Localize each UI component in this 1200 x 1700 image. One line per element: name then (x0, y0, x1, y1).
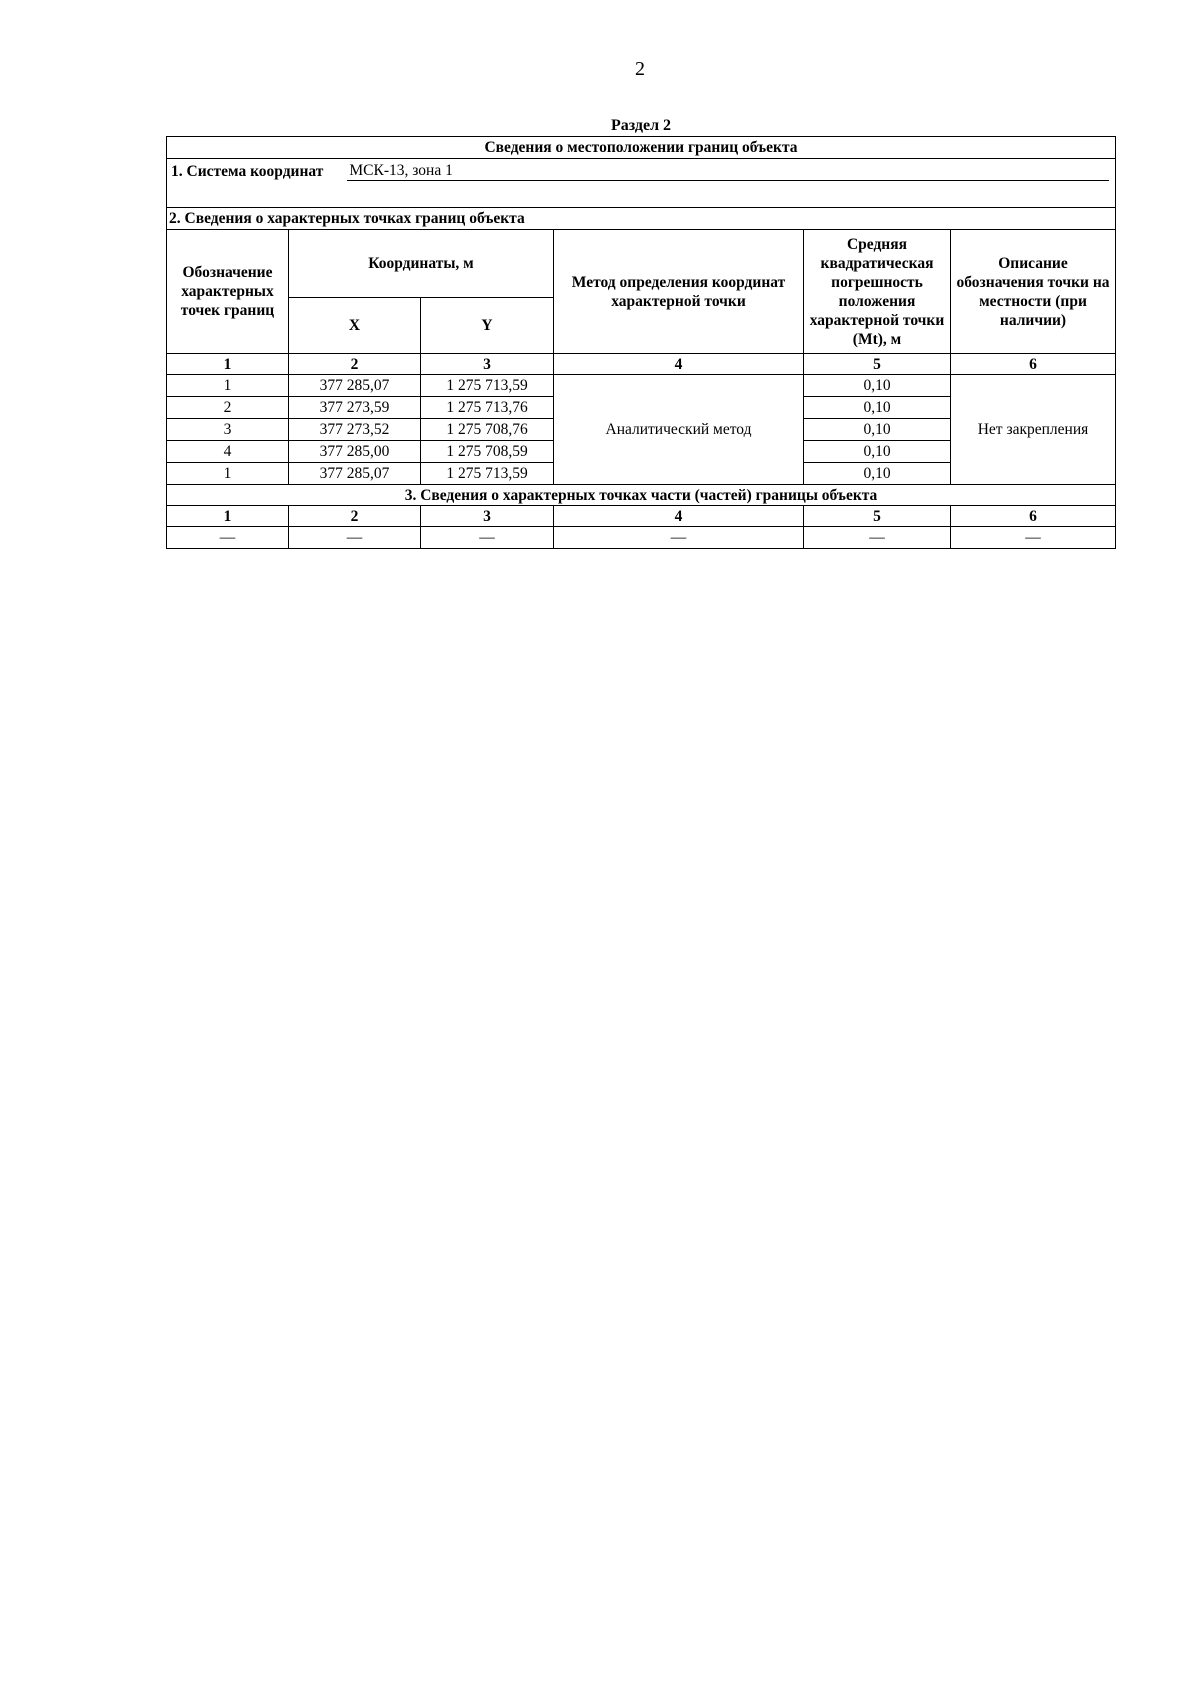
parts-column-number: 1 (167, 506, 289, 527)
accuracy-value: 0,10 (804, 375, 951, 397)
table-row (167, 375, 1116, 397)
header-accuracy: Средняя квадратическая погрешность положения характерной точки (Mt), м (804, 230, 951, 354)
coord-y: 1 275 713,59 (421, 463, 554, 485)
header-description: Описание обозначения точки на местности (при наличии) (951, 230, 1116, 354)
accuracy-value: 0,10 (804, 419, 951, 441)
point-id: 3 (167, 419, 289, 441)
parts-cell: — (951, 527, 1116, 549)
coord-y: 1 275 708,76 (421, 419, 554, 441)
parts-column-number: 3 (421, 506, 554, 527)
parts-column-number: 6 (951, 506, 1116, 527)
parts-cell: — (554, 527, 804, 549)
header-coords: Координаты, м (289, 230, 554, 298)
page-number: 2 (635, 58, 645, 80)
point-id: 1 (167, 463, 289, 485)
coordinate-system-label: 1. Система координат (171, 163, 324, 180)
point-id: 1 (167, 375, 289, 397)
column-number: 5 (804, 354, 951, 375)
coord-x: 377 273,52 (289, 419, 421, 441)
accuracy-value: 0,10 (804, 463, 951, 485)
coordinate-system-row (167, 159, 1116, 208)
section-title: Раздел 2 (610, 117, 672, 134)
coord-x: 377 273,59 (289, 397, 421, 419)
header-point: Обозначение характерных точек границ (167, 230, 289, 354)
header-y: Y (421, 298, 554, 354)
parts-column-number: 2 (289, 506, 421, 527)
parts-cell: — (421, 527, 554, 549)
parts-heading: 3. Сведения о характерных точках части (частей) границы объекта (167, 485, 1116, 506)
parts-cell: — (804, 527, 951, 549)
coord-x: 377 285,07 (289, 463, 421, 485)
column-number: 1 (167, 354, 289, 375)
accuracy-value: 0,10 (804, 441, 951, 463)
table-heading: Сведения о местоположении границ объекта (167, 137, 1116, 159)
coord-x: 377 285,00 (289, 441, 421, 463)
description-value: Нет закрепления (951, 375, 1116, 485)
accuracy-value: 0,10 (804, 397, 951, 419)
coord-y: 1 275 708,59 (421, 441, 554, 463)
coord-y: 1 275 713,76 (421, 397, 554, 419)
header-x: X (289, 298, 421, 354)
points-heading: 2. Сведения о характерных точках границ объекта (167, 208, 1116, 230)
parts-row (167, 527, 1116, 549)
header-method: Метод определения координат характерной точки (554, 230, 804, 354)
boundary-table (166, 136, 1116, 549)
column-number: 4 (554, 354, 804, 375)
coord-y: 1 275 713,59 (421, 375, 554, 397)
coord-x: 377 285,07 (289, 375, 421, 397)
column-number: 2 (289, 354, 421, 375)
parts-column-number: 4 (554, 506, 804, 527)
coordinate-system-value: МСК-13, зона 1 (347, 161, 1109, 181)
point-id: 2 (167, 397, 289, 419)
column-number: 6 (951, 354, 1116, 375)
method-value: Аналитический метод (554, 375, 804, 485)
point-id: 4 (167, 441, 289, 463)
column-number: 3 (421, 354, 554, 375)
parts-cell: — (289, 527, 421, 549)
parts-cell: — (167, 527, 289, 549)
parts-column-number: 5 (804, 506, 951, 527)
